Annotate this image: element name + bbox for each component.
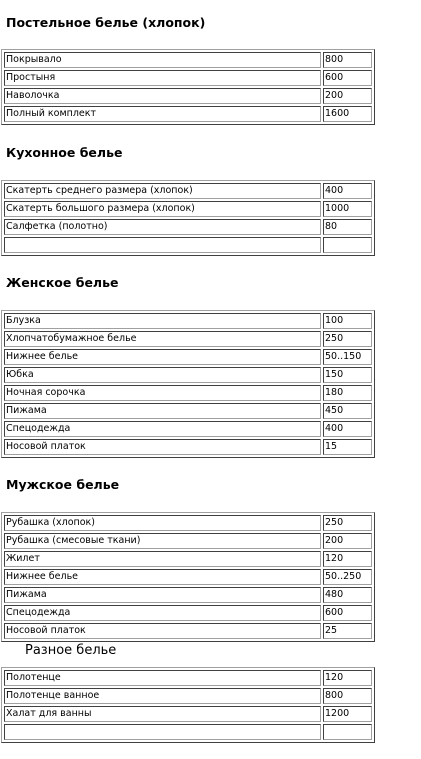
table-row bbox=[4, 587, 372, 603]
item-price: 120 bbox=[323, 670, 372, 686]
table-row bbox=[4, 605, 372, 621]
item-price: 80 bbox=[323, 219, 372, 235]
item-price: 450 bbox=[323, 403, 372, 419]
item-price: 200 bbox=[323, 88, 372, 104]
table-row bbox=[4, 313, 372, 329]
item-price: 120 bbox=[323, 551, 372, 567]
table-row bbox=[4, 183, 372, 199]
item-price: 400 bbox=[323, 421, 372, 437]
price-table-kitchen-linen bbox=[1, 180, 375, 256]
item-name: Носовой платок bbox=[4, 623, 321, 639]
table-row bbox=[4, 439, 372, 455]
item-name: Скатерть среднего размера (хлопок) bbox=[4, 183, 321, 199]
item-price: 25 bbox=[323, 623, 372, 639]
item-price: 600 bbox=[323, 70, 372, 86]
item-price: 1200 bbox=[323, 706, 372, 722]
item-name: Полотенце bbox=[4, 670, 321, 686]
price-table-womens-linen bbox=[1, 310, 375, 458]
price-table-misc-linen bbox=[1, 667, 375, 743]
item-price: 600 bbox=[323, 605, 372, 621]
item-name: Полный комплект bbox=[4, 106, 321, 122]
item-price bbox=[323, 724, 372, 740]
item-name: Салфетка (полотно) bbox=[4, 219, 321, 235]
table-row bbox=[4, 403, 372, 419]
item-price: 800 bbox=[323, 688, 372, 704]
item-price: 250 bbox=[323, 331, 372, 347]
section-title-kitchen-linen: Кухонное белье bbox=[6, 145, 123, 160]
table-row bbox=[4, 70, 372, 86]
item-name: Жилет bbox=[4, 551, 321, 567]
table-row bbox=[4, 688, 372, 704]
section-title-womens-linen: Женское белье bbox=[6, 275, 119, 290]
item-name bbox=[4, 237, 321, 253]
table-row bbox=[4, 201, 372, 217]
price-table-bed-linen bbox=[1, 49, 375, 125]
item-name: Рубашка (смесовые ткани) bbox=[4, 533, 321, 549]
item-price: 150 bbox=[323, 367, 372, 383]
section-title-bed-linen: Постельное белье (хлопок) bbox=[6, 15, 206, 30]
item-price: 480 bbox=[323, 587, 372, 603]
item-name: Полотенце ванное bbox=[4, 688, 321, 704]
table-row bbox=[4, 421, 372, 437]
table-row bbox=[4, 349, 372, 365]
table-row bbox=[4, 724, 372, 740]
item-price: 50..150 bbox=[323, 349, 372, 365]
table-row bbox=[4, 551, 372, 567]
item-price: 180 bbox=[323, 385, 372, 401]
item-name: Рубашка (хлопок) bbox=[4, 515, 321, 531]
table-row bbox=[4, 533, 372, 549]
table-row bbox=[4, 623, 372, 639]
table-row bbox=[4, 331, 372, 347]
item-name bbox=[4, 724, 321, 740]
item-name: Скатерть большого размера (хлопок) bbox=[4, 201, 321, 217]
section-title-misc-linen: Разное белье bbox=[25, 643, 117, 658]
price-table-mens-linen bbox=[1, 512, 375, 642]
item-name: Спецодежда bbox=[4, 605, 321, 621]
table-row bbox=[4, 237, 372, 253]
item-name: Нижнее белье bbox=[4, 569, 321, 585]
item-name: Пижама bbox=[4, 403, 321, 419]
table-row bbox=[4, 367, 372, 383]
item-price: 100 bbox=[323, 313, 372, 329]
item-price: 400 bbox=[323, 183, 372, 199]
item-name: Носовой платок bbox=[4, 439, 321, 455]
table-row bbox=[4, 219, 372, 235]
item-price: 800 bbox=[323, 52, 372, 68]
table-row bbox=[4, 88, 372, 104]
item-price: 250 bbox=[323, 515, 372, 531]
item-price: 1600 bbox=[323, 106, 372, 122]
table-row bbox=[4, 385, 372, 401]
item-name: Спецодежда bbox=[4, 421, 321, 437]
item-name: Хлопчатобумажное белье bbox=[4, 331, 321, 347]
item-price: 15 bbox=[323, 439, 372, 455]
item-name: Простыня bbox=[4, 70, 321, 86]
item-name: Нижнее белье bbox=[4, 349, 321, 365]
item-price: 1000 bbox=[323, 201, 372, 217]
item-name: Покрывало bbox=[4, 52, 321, 68]
table-row bbox=[4, 515, 372, 531]
item-name: Наволочка bbox=[4, 88, 321, 104]
item-price bbox=[323, 237, 372, 253]
item-name: Юбка bbox=[4, 367, 321, 383]
table-row bbox=[4, 106, 372, 122]
table-row bbox=[4, 670, 372, 686]
item-name: Ночная сорочка bbox=[4, 385, 321, 401]
item-price: 50..250 bbox=[323, 569, 372, 585]
item-price: 200 bbox=[323, 533, 372, 549]
table-row bbox=[4, 52, 372, 68]
table-row bbox=[4, 569, 372, 585]
item-name: Пижама bbox=[4, 587, 321, 603]
section-title-mens-linen: Мужское белье bbox=[6, 477, 120, 492]
item-name: Блузка bbox=[4, 313, 321, 329]
item-name: Халат для ванны bbox=[4, 706, 321, 722]
table-row bbox=[4, 706, 372, 722]
